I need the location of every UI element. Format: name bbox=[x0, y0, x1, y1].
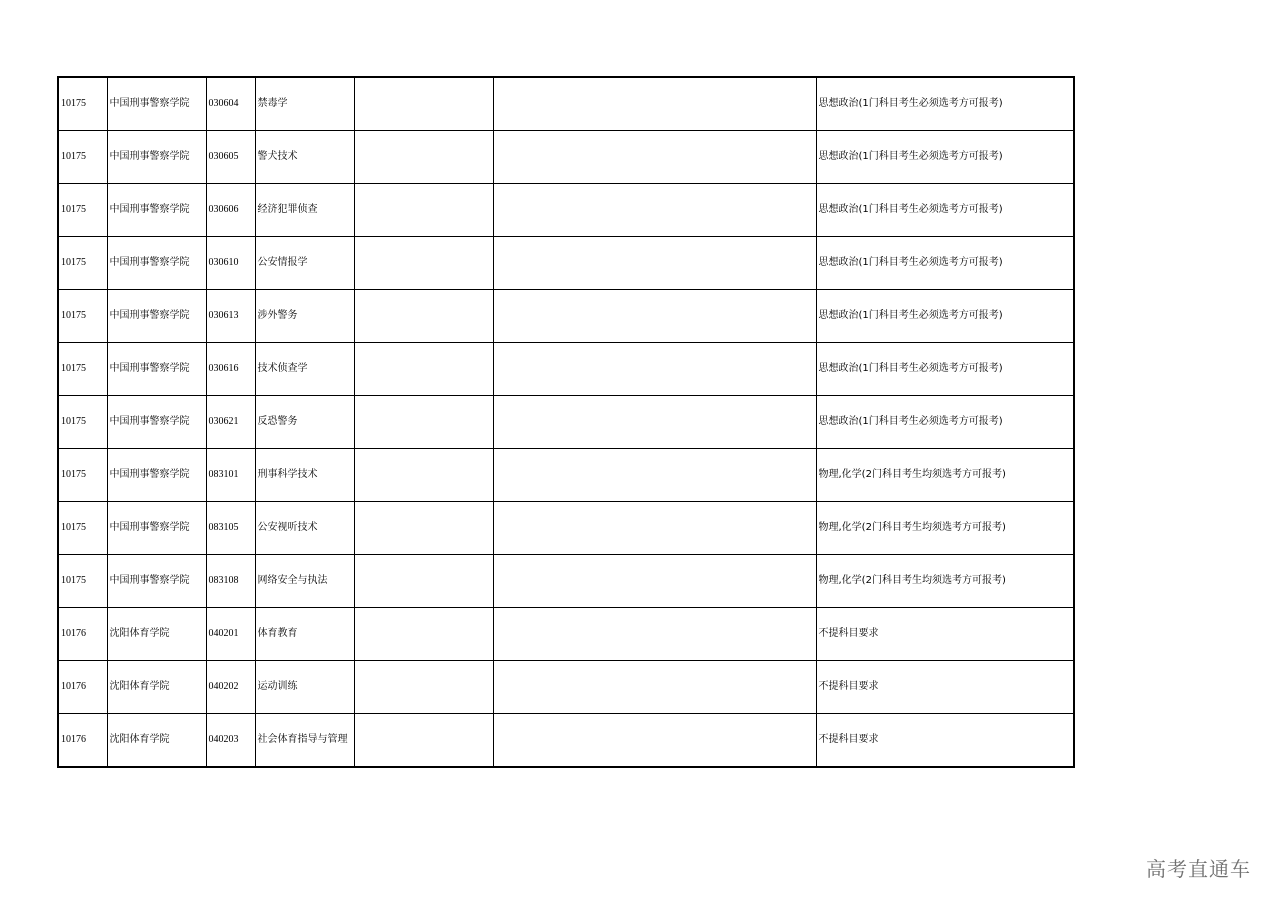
empty-cell bbox=[493, 343, 816, 396]
school-name-cell: 中国刑事警察学院 bbox=[107, 449, 206, 502]
subject-requirement-cell: 思想政治(1门科目考生必须选考方可报考) bbox=[816, 77, 1074, 131]
major-code-cell: 040201 bbox=[206, 608, 255, 661]
empty-cell bbox=[354, 608, 493, 661]
major-code-cell: 030621 bbox=[206, 396, 255, 449]
table-body bbox=[58, 77, 1074, 767]
major-code-cell: 083105 bbox=[206, 502, 255, 555]
subject-requirement-cell: 不提科目要求 bbox=[816, 608, 1074, 661]
subject-requirement-cell: 不提科目要求 bbox=[816, 714, 1074, 768]
major-code-cell: 030610 bbox=[206, 237, 255, 290]
school-code-cell: 10175 bbox=[58, 502, 107, 555]
school-name-cell: 中国刑事警察学院 bbox=[107, 237, 206, 290]
empty-cell bbox=[354, 77, 493, 131]
table-row bbox=[58, 77, 1074, 131]
major-name-cell: 刑事科学技术 bbox=[255, 449, 354, 502]
empty-cell bbox=[493, 396, 816, 449]
major-name-cell: 体育教育 bbox=[255, 608, 354, 661]
major-code-cell: 030604 bbox=[206, 77, 255, 131]
school-code-cell: 10175 bbox=[58, 77, 107, 131]
major-name-cell: 禁毒学 bbox=[255, 77, 354, 131]
subject-requirement-cell: 思想政治(1门科目考生必须选考方可报考) bbox=[816, 131, 1074, 184]
school-code-cell: 10176 bbox=[58, 714, 107, 768]
subject-requirement-cell: 思想政治(1门科目考生必须选考方可报考) bbox=[816, 290, 1074, 343]
table-row bbox=[58, 555, 1074, 608]
subject-requirement-cell: 物理,化学(2门科目考生均须选考方可报考) bbox=[816, 449, 1074, 502]
school-code-cell: 10175 bbox=[58, 555, 107, 608]
major-code-cell: 030606 bbox=[206, 184, 255, 237]
school-code-cell: 10175 bbox=[58, 184, 107, 237]
empty-cell bbox=[493, 502, 816, 555]
empty-cell bbox=[354, 555, 493, 608]
school-code-cell: 10175 bbox=[58, 290, 107, 343]
empty-cell bbox=[354, 184, 493, 237]
major-name-cell: 技术侦查学 bbox=[255, 343, 354, 396]
school-name-cell: 中国刑事警察学院 bbox=[107, 77, 206, 131]
subject-requirement-cell: 思想政治(1门科目考生必须选考方可报考) bbox=[816, 396, 1074, 449]
table-row bbox=[58, 290, 1074, 343]
table-row bbox=[58, 396, 1074, 449]
empty-cell bbox=[493, 77, 816, 131]
subject-requirement-cell: 思想政治(1门科目考生必须选考方可报考) bbox=[816, 184, 1074, 237]
school-name-cell: 中国刑事警察学院 bbox=[107, 131, 206, 184]
subject-requirement-cell: 不提科目要求 bbox=[816, 661, 1074, 714]
school-name-cell: 沈阳体育学院 bbox=[107, 714, 206, 768]
subject-requirement-cell: 思想政治(1门科目考生必须选考方可报考) bbox=[816, 237, 1074, 290]
major-name-cell: 社会体育指导与管理 bbox=[255, 714, 354, 768]
table-row bbox=[58, 502, 1074, 555]
major-name-cell: 网络安全与执法 bbox=[255, 555, 354, 608]
major-name-cell: 公安视听技术 bbox=[255, 502, 354, 555]
empty-cell bbox=[493, 184, 816, 237]
table-row bbox=[58, 343, 1074, 396]
empty-cell bbox=[354, 131, 493, 184]
major-name-cell: 警犬技术 bbox=[255, 131, 354, 184]
major-code-cell: 030605 bbox=[206, 131, 255, 184]
major-name-cell: 运动训练 bbox=[255, 661, 354, 714]
empty-cell bbox=[354, 237, 493, 290]
empty-cell bbox=[354, 714, 493, 768]
empty-cell bbox=[493, 290, 816, 343]
empty-cell bbox=[354, 449, 493, 502]
major-code-cell: 030613 bbox=[206, 290, 255, 343]
empty-cell bbox=[493, 661, 816, 714]
major-name-cell: 经济犯罪侦查 bbox=[255, 184, 354, 237]
school-code-cell: 10175 bbox=[58, 343, 107, 396]
school-name-cell: 沈阳体育学院 bbox=[107, 661, 206, 714]
major-code-cell: 030616 bbox=[206, 343, 255, 396]
major-code-cell: 083108 bbox=[206, 555, 255, 608]
school-name-cell: 中国刑事警察学院 bbox=[107, 555, 206, 608]
major-name-cell: 公安情报学 bbox=[255, 237, 354, 290]
table-row bbox=[58, 184, 1074, 237]
table-row bbox=[58, 608, 1074, 661]
table-row bbox=[58, 131, 1074, 184]
subject-requirement-cell: 思想政治(1门科目考生必须选考方可报考) bbox=[816, 343, 1074, 396]
school-name-cell: 中国刑事警察学院 bbox=[107, 290, 206, 343]
empty-cell bbox=[354, 290, 493, 343]
empty-cell bbox=[493, 237, 816, 290]
empty-cell bbox=[493, 714, 816, 768]
school-code-cell: 10176 bbox=[58, 661, 107, 714]
table-row bbox=[58, 714, 1074, 768]
school-code-cell: 10175 bbox=[58, 449, 107, 502]
school-name-cell: 中国刑事警察学院 bbox=[107, 396, 206, 449]
empty-cell bbox=[493, 555, 816, 608]
major-code-cell: 040202 bbox=[206, 661, 255, 714]
empty-cell bbox=[354, 502, 493, 555]
enrollment-requirements-table bbox=[57, 76, 1075, 768]
school-code-cell: 10175 bbox=[58, 131, 107, 184]
empty-cell bbox=[493, 449, 816, 502]
empty-cell bbox=[493, 608, 816, 661]
empty-cell bbox=[354, 343, 493, 396]
empty-cell bbox=[354, 396, 493, 449]
major-code-cell: 040203 bbox=[206, 714, 255, 768]
school-name-cell: 中国刑事警察学院 bbox=[107, 184, 206, 237]
major-code-cell: 083101 bbox=[206, 449, 255, 502]
empty-cell bbox=[354, 661, 493, 714]
watermark-text: 高考直通车 bbox=[1146, 857, 1251, 881]
subject-requirement-cell: 物理,化学(2门科目考生均须选考方可报考) bbox=[816, 555, 1074, 608]
school-code-cell: 10175 bbox=[58, 396, 107, 449]
table-row bbox=[58, 237, 1074, 290]
empty-cell bbox=[493, 131, 816, 184]
school-code-cell: 10175 bbox=[58, 237, 107, 290]
table-row bbox=[58, 449, 1074, 502]
major-name-cell: 涉外警务 bbox=[255, 290, 354, 343]
school-name-cell: 沈阳体育学院 bbox=[107, 608, 206, 661]
table-row bbox=[58, 661, 1074, 714]
major-name-cell: 反恐警务 bbox=[255, 396, 354, 449]
school-name-cell: 中国刑事警察学院 bbox=[107, 502, 206, 555]
subject-requirement-cell: 物理,化学(2门科目考生均须选考方可报考) bbox=[816, 502, 1074, 555]
school-code-cell: 10176 bbox=[58, 608, 107, 661]
school-name-cell: 中国刑事警察学院 bbox=[107, 343, 206, 396]
